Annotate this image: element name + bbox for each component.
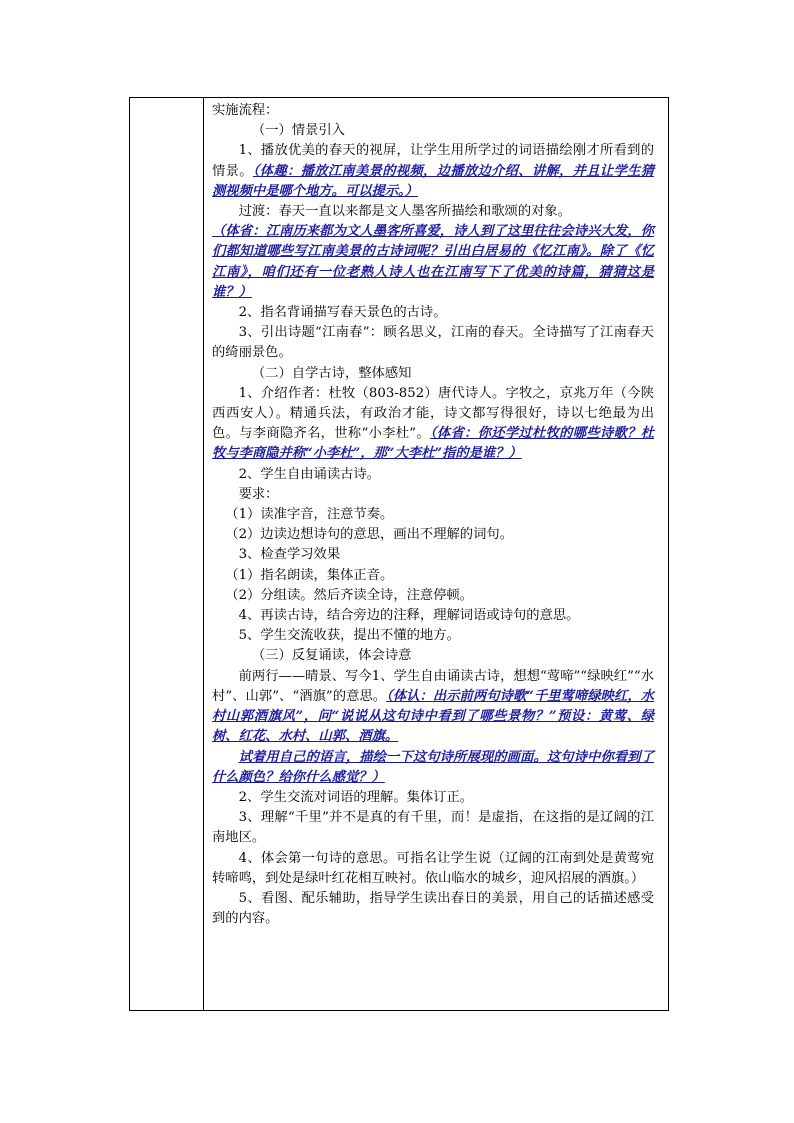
paragraph: 前两行——晴景、写今1、学生自由诵读古诗，想想“莺啼”“绿映红”“水村”、山郭”、“酒旗”的意思。（体认：出示前两句诗歌“千里莺啼绿映红，水村山郭酒旗风”，问“说说从这句诗中看到了哪些景物？”预设：黄莺、绿树、红花、水村、山郭、酒旗。	[212, 668, 654, 745]
teaching-note: 试着用自己的语言，描绘一下这句诗所展现的画面。这句诗中你看到了什么颜色？给你什么感觉？）	[212, 749, 654, 785]
paragraph: （1）读准字音，注意节奏。	[225, 507, 394, 523]
table-label-column	[130, 98, 204, 1010]
paragraph: 要求：	[238, 486, 279, 502]
paragraph: （1）指名朗读，集体正音。	[225, 567, 394, 583]
teaching-note: （体趣：播放江南美景的视频，边播放边介绍、讲解，并且让学生猜测视频中是哪个地方。可以提示。）	[212, 163, 655, 199]
teaching-note: （体认：出示前两句诗歌“千里莺啼绿映红，水村山郭酒旗风”，问“说说从这句诗中看到了哪些景物？”预设：黄莺、绿树、红花、水村、山郭、酒旗。	[212, 688, 654, 745]
paragraph: （2）分组读。然后齐读全诗，注意停顿。	[225, 587, 474, 603]
section-title-2: （二）自学古诗，整体感知	[251, 365, 412, 381]
paragraph: 1、播放优美的春天的视屏，让学生用所学过的词语描绘刚才所看到的情景。（体趣：播放江南美景的视频，边播放边介绍、讲解，并且让学生猜测视频中是哪个地方。可以提示。）	[212, 143, 655, 199]
paragraph: 3、理解“千里”并不是真的有千里，而！是虚指，在这指的是辽阔的江南地区。	[212, 810, 654, 846]
lesson-content	[204, 98, 668, 929]
paragraph: 2、指名背诵描写春天景色的古诗。	[238, 305, 447, 321]
paragraph: （2）边读边想诗句的意思，画出不理解的词句。	[225, 527, 513, 543]
paragraph: 2、学生交流对词语的理解。集体订正。	[238, 789, 474, 805]
teaching-note: （体省：江南历来都为文人墨客所喜爱，诗人到了这里往往会诗兴大发，你们都知道哪些写江南美景的古诗词呢？引出白居易的《忆江南》。除了《忆江南》，咱们还有一位老熟人诗人也在江南写下了优美的诗篇，猜猜这是谁？）	[212, 224, 654, 300]
teaching-note: （体省：你还学过杜牧的哪些诗歌？杜牧与李商隐并称“小李杜”，那“大李杜”指的是谁？）	[212, 426, 654, 462]
lesson-table	[129, 97, 669, 1011]
paragraph: 4、再读古诗，结合旁边的注释，理解词语或诗句的意思。	[238, 608, 580, 624]
paragraph: 过渡：春天一直以来都是文人墨客所描绘和歌颂的对象。	[238, 204, 572, 220]
paragraph: 1、介绍作者：杜牧（803-852）唐代诗人。字牧之，京兆万年（今陕西西安人）。精通兵法，有政治才能，诗文都写得很好，诗以七绝最为出色。与李商隐齐名，世称“小李杜”。（体省：你还学过杜牧的哪些诗歌？杜牧与李商隐并称“小李杜”，那“大李杜”指的是谁？）	[212, 385, 654, 462]
paragraph: 3、检查学习效果	[238, 547, 341, 563]
paragraph: 5、看图、配乐辅助，指导学生读出春日的美景，用自己的话描述感受到的内容。	[212, 890, 654, 927]
paragraph: 5、学生交流收获，提出不懂的地方。	[238, 628, 460, 644]
section-title-1: （一）情景引入	[251, 123, 345, 139]
paragraph: 4、体会第一句诗的意思。可指名让学生说（辽阔的江南到处是黄莺宛转啼鸣，到处是绿叶红花相互映衬。依山临水的城乡，迎风招展的酒旗。）	[212, 850, 654, 886]
section-title-3: （三）反复诵读，体会诗意	[251, 648, 412, 664]
section-heading: 实施流程：	[212, 103, 279, 118]
paragraph: 3、引出诗题“江南春”：顾名思义，江南的春天。全诗描写了江南春天的绮丽景色。	[212, 325, 654, 361]
paragraph: 2、学生自由诵读古诗。	[238, 466, 381, 482]
table-content-column	[204, 98, 668, 1010]
